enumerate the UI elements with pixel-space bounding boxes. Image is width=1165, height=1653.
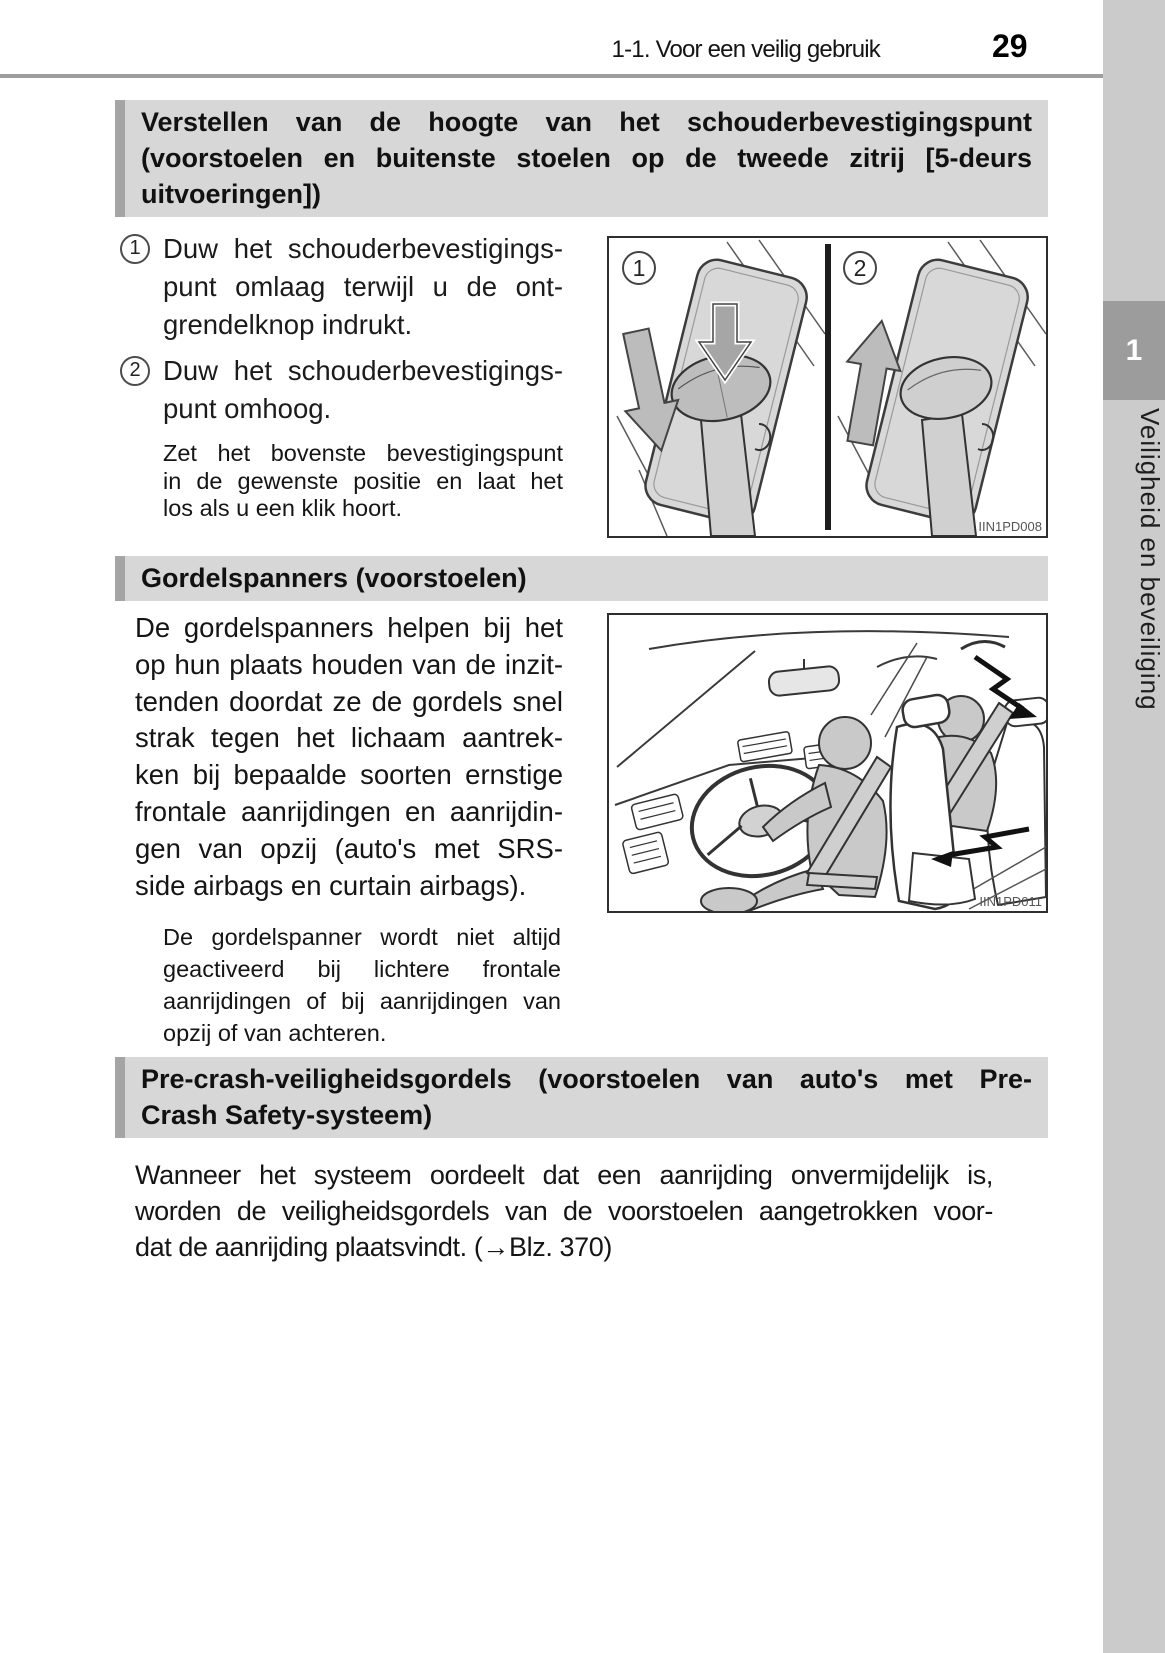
text-line: in de gewenste positie en laat het [163, 467, 563, 494]
text-line: Wanneer het systeem oordeelt dat een aanrijding onvermijdelijk is, [135, 1160, 993, 1190]
text-line: gen van opzij (auto's met SRS- [135, 832, 563, 864]
heading-line: Gordelspanners (voorstoelen) [141, 563, 527, 593]
text-line: De gordelspanner wordt niet altijd [163, 924, 561, 950]
chapter-tab [1103, 301, 1165, 400]
text-line: Duw het schouderbevestigings- [163, 233, 563, 264]
text-line: Duw het schouderbevestigings- [163, 355, 563, 386]
page-number: 29 [992, 28, 1028, 64]
figure-pretensioners-interior [607, 613, 1048, 913]
step-1-number-badge: 1 [120, 234, 150, 264]
step-2-text [163, 352, 563, 428]
step-2-number-badge: 2 [120, 356, 150, 386]
driver-silhouette [819, 717, 871, 769]
text-line: Zet het bovenste bevestigingspunt [163, 440, 563, 466]
section-heading-pretensioners [115, 556, 1048, 601]
pretensioners-note [163, 921, 561, 1049]
chapter-title-vertical: Veiligheid en beveiliging [1135, 408, 1165, 711]
text-line: aanrijdingen of bij aanrijdingen van [163, 988, 561, 1014]
text-line: worden de veiligheidsgordels van de voorstoelen aangetrokken voor- [135, 1196, 993, 1226]
step-2 [120, 352, 563, 428]
section-heading-shoulder-anchor [115, 100, 1048, 217]
breadcrumb: 1-1. Voor een veilig gebruik [611, 36, 880, 63]
sidebar-strip [1103, 0, 1165, 1653]
panel-2-number: 2 [853, 255, 867, 281]
heading-line: (voorstoelen en buitenste stoelen op de tweede zitrij [5-deurs [141, 143, 1032, 173]
section-heading-precrash-belts [115, 1057, 1048, 1138]
text-line: dat de aanrijding plaatsvindt. (→Blz. 370) [135, 1232, 612, 1262]
text-line: op hun plaats houden van de inzit- [135, 648, 563, 680]
grab-handle [961, 641, 1005, 649]
chapter-tab-number: 1 [1125, 333, 1143, 367]
text-line: tenden doordat ze de gordels snel [135, 685, 563, 717]
text-line: ken bij bepaalde soorten ernstige [135, 759, 563, 791]
figure-label: IIN1PD008 [978, 519, 1042, 534]
heading-line: Verstellen van de hoogte van het schouderbevestigingspunt [141, 107, 1032, 137]
text-line: strak tegen het lichaam aantrek- [135, 722, 563, 754]
text-line: De gordelspanners helpen bij het [135, 612, 563, 643]
text-line: opzij of van achteren. [163, 1020, 387, 1046]
text-line: los als u een klik hoort. [163, 495, 403, 521]
step-1 [120, 230, 563, 344]
panel-1-number: 1 [632, 255, 646, 281]
interior-illustration [609, 615, 1046, 911]
text-line: side airbags en curtain airbags). [135, 869, 527, 901]
header-divider [0, 74, 1103, 78]
pretensioners-paragraph [135, 610, 563, 904]
heading-line: Crash Safety-systeem) [141, 1100, 433, 1130]
text-line: frontale aanrijdingen en aanrijdin- [135, 795, 563, 827]
text-line: punt omhoog. [163, 393, 332, 424]
step-1-text [163, 230, 563, 344]
heading-line: uitvoeringen]) [141, 179, 321, 209]
heading-line: Pre-crash-veiligheidsgordels (voorstoelen van auto's met Pre- [141, 1064, 1032, 1094]
text-line: punt omlaag terwijl u de ont- [163, 271, 563, 302]
text-line: grendelknop indrukt. [163, 309, 413, 340]
figure-label: IIN1PD011 [979, 894, 1042, 909]
rearview-mirror [768, 665, 840, 696]
step-2-note [163, 440, 563, 523]
precrash-paragraph [135, 1157, 993, 1265]
figure-shoulder-anchor-adjustment [607, 236, 1048, 538]
shoulder-anchor-illustration [609, 238, 1046, 536]
text-line: geactiveerd bij lichtere frontale [163, 956, 561, 982]
panel-divider [825, 244, 831, 530]
